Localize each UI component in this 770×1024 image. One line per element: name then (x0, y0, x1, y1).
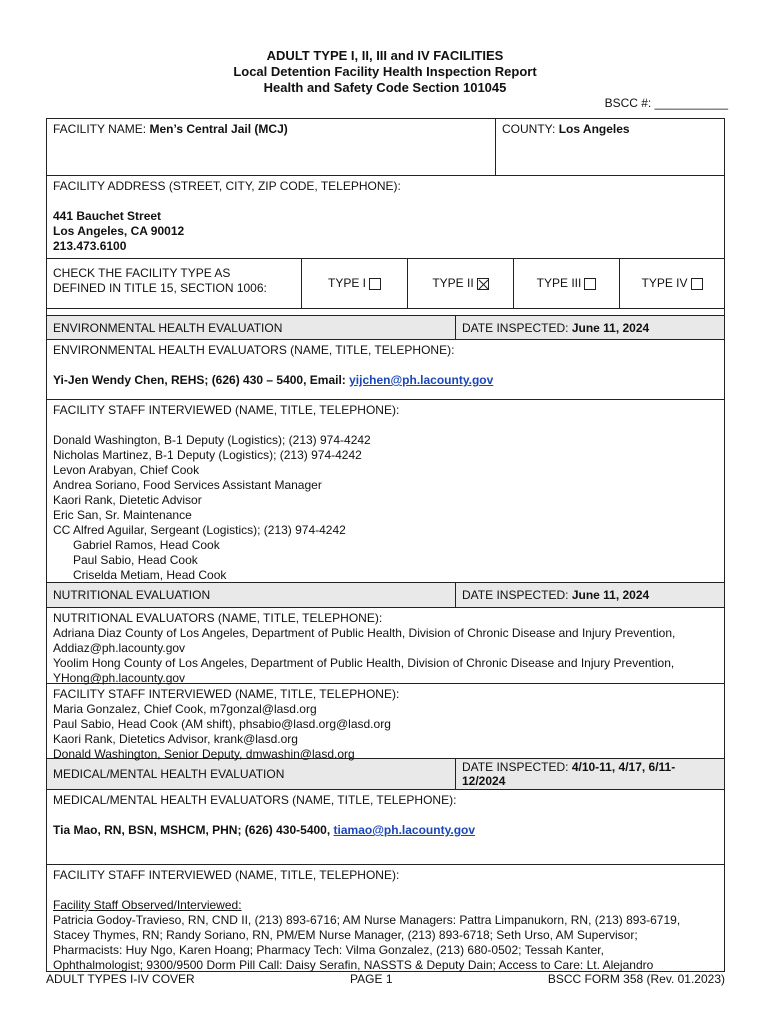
nutritional-date-value: June 11, 2024 (571, 588, 650, 602)
list-item: CC Alfred Aguilar, Sergeant (Logistics); (213) 974-4242 (53, 523, 346, 537)
environmental-date-label: DATE INSPECTED: (462, 321, 569, 335)
facility-name-label: FACILITY NAME: (53, 122, 147, 136)
environmental-evaluators-label: ENVIRONMENTAL HEALTH EVALUATORS (NAME, TITLE, TELEPHONE): (53, 343, 455, 357)
medical-evaluator-email-link[interactable]: tiamao@ph.lacounty.gov (333, 823, 476, 837)
nutritional-evaluators-label: NUTRITIONAL EVALUATORS (NAME, TITLE, TELEPHONE): (53, 611, 383, 625)
list-item: YHong@ph.lacounty.gov (53, 671, 186, 685)
list-item: Patricia Godoy-Travieso, RN, CND II, (213) 893-6716; AM Nurse Managers: Pattra Limpanukorn, RN, (213) 893-6719, (53, 913, 681, 927)
page-footer (46, 972, 725, 986)
type-ii-option[interactable] (407, 259, 513, 308)
environmental-evaluators-cell[interactable] (47, 340, 724, 399)
list-item: Levon Arabyan, Chief Cook (53, 463, 200, 477)
environmental-evaluator-text: Yi-Jen Wendy Chen, REHS; (626) 430 – 5400, Email: (53, 373, 346, 387)
medical-staff-cell[interactable] (47, 865, 724, 971)
type-iv-checkbox[interactable] (691, 278, 703, 290)
type-iv-label: TYPE IV (641, 276, 688, 290)
nutritional-title: NUTRITIONAL EVALUATION (53, 588, 211, 602)
type-iii-label: TYPE III (536, 276, 582, 290)
nutritional-evaluators-cell[interactable] (47, 608, 724, 683)
list-item: Addiaz@ph.lacounty.gov (53, 641, 186, 655)
report-title-line2: Local Detention Facility Health Inspection Report (233, 64, 537, 79)
medical-staff-label: FACILITY STAFF INTERVIEWED (NAME, TITLE, TELEPHONE): (53, 868, 400, 882)
environmental-staff-row (47, 400, 724, 583)
medical-evaluators-cell[interactable] (47, 790, 724, 864)
list-item: Donald Washington, Senior Deputy, dmwashin@lasd.org (53, 747, 355, 761)
bscc-number-field[interactable]: BSCC #: ___________ (604, 96, 728, 110)
address-phone: 213.473.6100 (53, 239, 127, 253)
list-item: Adriana Diaz County of Los Angeles, Department of Public Health, Division of Chronic Disease and Injury Prevention, (53, 626, 676, 640)
type-ii-checkbox-checked[interactable] (477, 278, 489, 290)
address-street: 441 Bauchet Street (53, 209, 162, 223)
list-item: Paul Sabio, Head Cook (73, 553, 198, 567)
environmental-date-value: June 11, 2024 (571, 321, 650, 335)
environmental-title: ENVIRONMENTAL HEALTH EVALUATION (53, 321, 283, 335)
footer-page-number: PAGE 1 (350, 972, 393, 986)
nutritional-date-label: DATE INSPECTED: (462, 588, 569, 602)
county-label: COUNTY: (502, 122, 556, 136)
medical-evaluators-label: MEDICAL/MENTAL HEALTH EVALUATORS (NAME, TITLE, TELEPHONE): (53, 793, 457, 807)
medical-observed-label: Facility Staff Observed/Interviewed: (53, 898, 242, 912)
medical-date-value-line2: 12/2024 (462, 774, 506, 788)
footer-form-type: ADULT TYPES I-IV COVER (46, 972, 195, 986)
list-item: Ophthalmologist; 9300/9500 Dorm Pill Call: Daisy Serafin, NASSTS & Deputy Dain; Access to Care: Lt. Alejandro (53, 958, 654, 972)
environmental-evaluator (53, 373, 718, 388)
medical-date-value-line1: 4/10-11, 4/17, 6/11- (571, 760, 676, 774)
list-item: Stacey Thymes, RN; Randy Soriano, RN, PM/EM Nurse Manager, (213) 893-6718; Seth Urso, AM Supervisor; (53, 928, 638, 942)
nutritional-staff-cell[interactable] (47, 684, 724, 761)
environmental-evaluators-row (47, 340, 724, 400)
type-iii-option[interactable] (513, 259, 619, 308)
facility-address-row (47, 176, 724, 259)
inspection-form (46, 118, 725, 972)
environmental-staff-cell[interactable] (47, 400, 724, 582)
report-title-line1: ADULT TYPE I, II, III and IV FACILITIES (266, 48, 504, 63)
medical-date-cell[interactable] (455, 759, 724, 789)
address-city: Los Angeles, CA 90012 (53, 224, 185, 238)
facility-type-label-line1: CHECK THE FACILITY TYPE AS (53, 266, 231, 280)
footer-form-revision: BSCC FORM 358 (Rev. 01.2023) (547, 972, 725, 986)
facility-address-label: FACILITY ADDRESS (STREET, CITY, ZIP CODE, TELEPHONE): (53, 179, 401, 193)
list-item: Gabriel Ramos, Head Cook (73, 538, 220, 552)
county-cell[interactable] (495, 119, 724, 175)
list-item: Paul Sabio, Head Cook (AM shift), phsabio@lasd.org@lasd.org (53, 717, 391, 731)
list-item: Donald Washington, B-1 Deputy (Logistics); (213) 974-4242 (53, 433, 371, 447)
list-item: Maria Gonzalez, Chief Cook, m7gonzal@lasd.org (53, 702, 317, 716)
medical-evaluators-row (47, 790, 724, 865)
report-title-line3: Health and Safety Code Section 101045 (263, 80, 507, 95)
type-i-label: TYPE I (327, 276, 366, 290)
nutritional-staff-label: FACILITY STAFF INTERVIEWED (NAME, TITLE, TELEPHONE): (53, 687, 400, 701)
environmental-staff-label: FACILITY STAFF INTERVIEWED (NAME, TITLE, TELEPHONE): (53, 403, 400, 417)
county-value: Los Angeles (558, 122, 630, 136)
medical-title: MEDICAL/MENTAL HEALTH EVALUATION (53, 767, 285, 781)
list-item: Nicholas Martinez, B-1 Deputy (Logistics); (213) 974-4242 (53, 448, 362, 462)
facility-type-label-line2: DEFINED IN TITLE 15, SECTION 1006: (53, 281, 267, 295)
facility-name-cell[interactable] (47, 119, 495, 175)
medical-evaluator-text: Tia Mao, RN, BSN, MSHCM, PHN; (626) 430-5400, (53, 823, 331, 837)
type-iv-option[interactable] (619, 259, 724, 308)
medical-date-label: DATE INSPECTED: (462, 760, 569, 774)
facility-address-cell[interactable] (47, 176, 724, 258)
list-item: Kaori Rank, Dietetics Advisor, krank@lasd.org (53, 732, 298, 746)
facility-name-value: Men’s Central Jail (MCJ) (149, 122, 288, 136)
list-item: Kaori Rank, Dietetic Advisor (53, 493, 202, 507)
type-ii-label: TYPE II (432, 276, 474, 290)
list-item: Pharmacists: Huy Ngo, Karen Hoang; Pharmacy Tech: Vilma Gonzalez, (213) 680-0502; Tessah Kanter, (53, 943, 604, 957)
facility-type-row (47, 259, 724, 309)
type-iii-checkbox[interactable] (584, 278, 596, 290)
type-i-checkbox[interactable] (369, 278, 381, 290)
nutritional-section-header (47, 583, 724, 608)
list-item: Andrea Soriano, Food Services Assistant Manager (53, 478, 322, 492)
environmental-section-header (47, 315, 724, 340)
facility-type-label (47, 259, 301, 308)
environmental-date-cell[interactable] (455, 316, 724, 339)
facility-name-row (47, 119, 724, 176)
list-item: Eric San, Sr. Maintenance (53, 508, 192, 522)
medical-evaluator (53, 823, 718, 838)
nutritional-evaluators-row (47, 608, 724, 684)
environmental-evaluator-email-link[interactable]: yijchen@ph.lacounty.gov (349, 373, 494, 387)
medical-section-header (47, 759, 724, 790)
medical-staff-row (47, 865, 724, 971)
type-i-option[interactable] (301, 259, 407, 308)
nutritional-staff-row (47, 684, 724, 759)
list-item: Criselda Metiam, Head Cook (73, 568, 227, 582)
list-item: Yoolim Hong County of Los Angeles, Department of Public Health, Division of Chronic Disease and Injury Prevention, (53, 656, 675, 670)
nutritional-date-cell[interactable] (455, 583, 724, 607)
